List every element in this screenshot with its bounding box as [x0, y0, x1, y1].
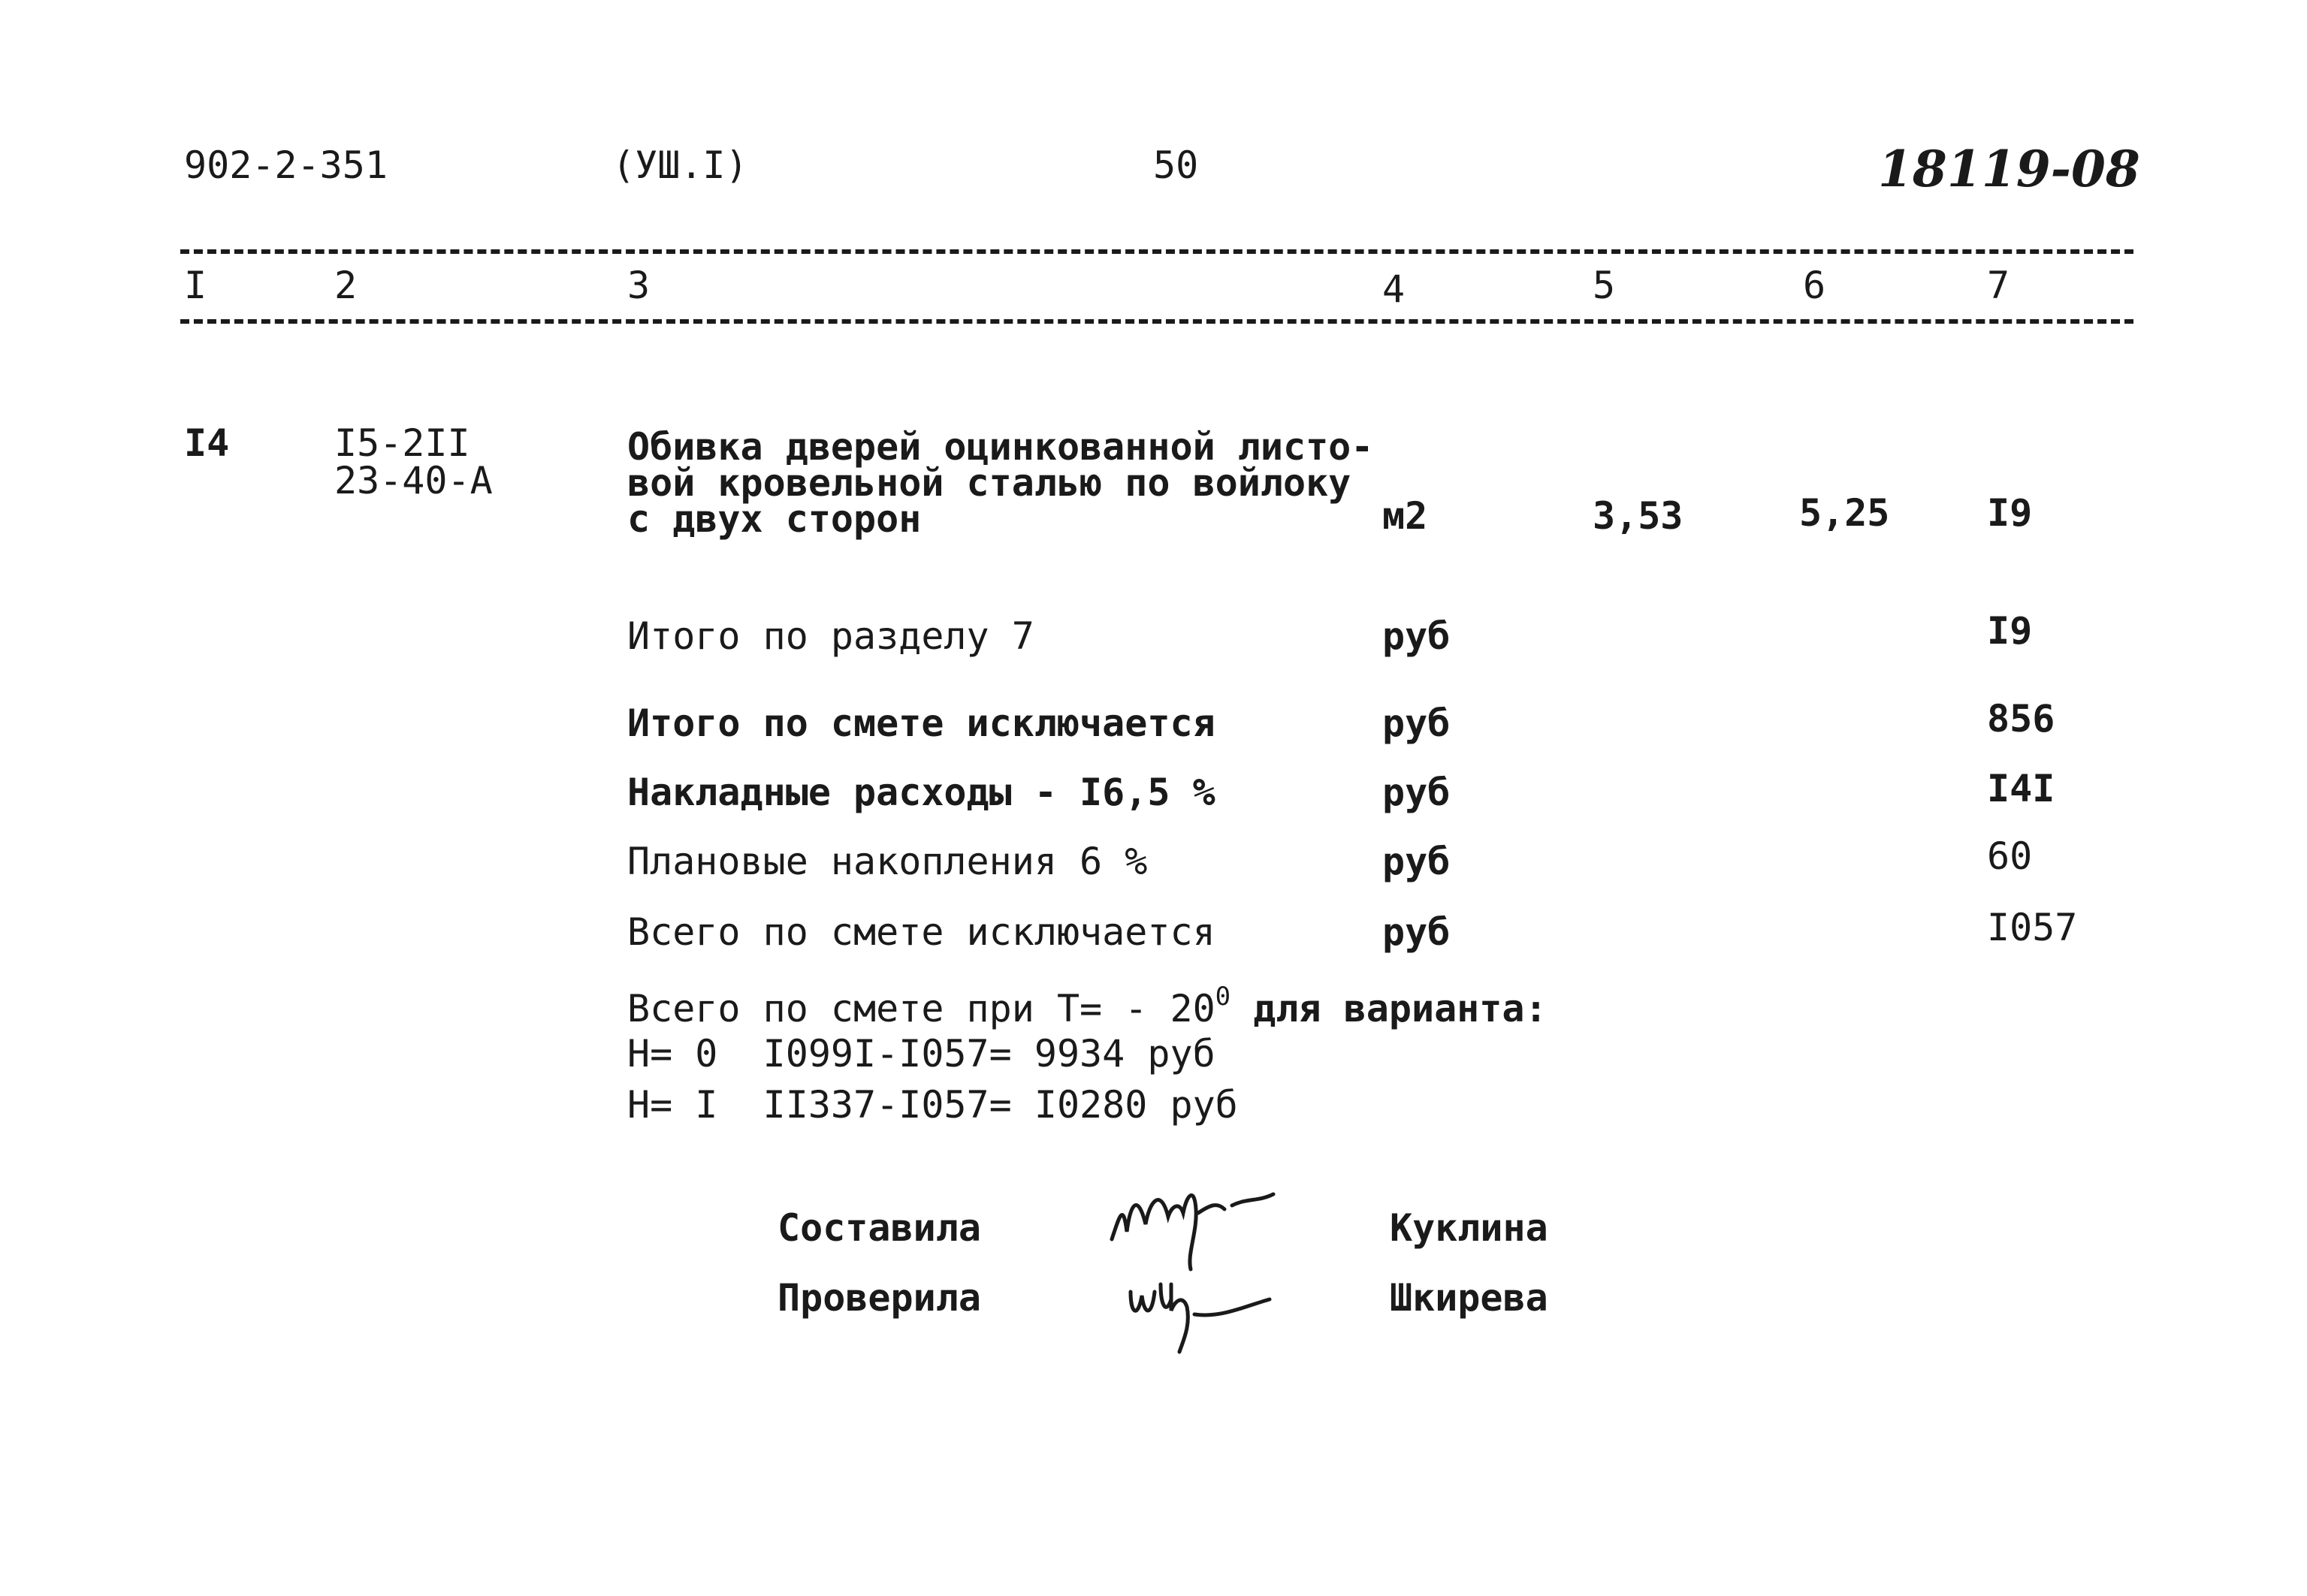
column-header-6: 6 [1803, 264, 1826, 307]
checked-by-name: Шкирева [1390, 1276, 1548, 1320]
row-unit: м2 [1382, 494, 1428, 538]
total-unit-planned-savings: руб [1382, 840, 1451, 883]
doc-code: 902-2-351 [184, 143, 388, 187]
total-label-grand-excluded: Всего по смете исключается [627, 910, 1215, 954]
total-unit-overhead: руб [1382, 771, 1451, 814]
header-bottom-rule [180, 319, 2133, 324]
column-header-7: 7 [1987, 264, 2010, 307]
row-code-line2: 23-40-А [334, 459, 493, 502]
row-description-line3: с двух сторон [627, 497, 922, 541]
column-header-2: 2 [334, 264, 358, 307]
compiled-by-name: Куклина [1390, 1206, 1548, 1250]
total-value-estimate-excluded: 856 [1987, 697, 2055, 741]
row-description-line1: Обивка дверей оцинкованной листо- [627, 425, 1374, 469]
total-value-grand-excluded: I057 [1987, 906, 2078, 949]
header-top-rule [180, 249, 2133, 254]
row-col5: 3,53 [1593, 494, 1683, 538]
row-col6: 5,25 [1799, 491, 1890, 535]
checked-by-label: Проверила [778, 1276, 981, 1320]
page-number: 50 [1153, 143, 1199, 187]
row-col7: I9 [1987, 491, 2033, 535]
column-header-4: 4 [1382, 267, 1406, 311]
total-value-planned-savings: 60 [1987, 834, 2033, 878]
total-label-estimate-excluded: Итого по смете исключается [627, 701, 1215, 745]
variant-line-h0: Н= 0 I099I-I057= 9934 руб [627, 1032, 1215, 1076]
total-value-overhead: I4I [1987, 767, 2055, 810]
compiled-by-label: Составила [778, 1206, 981, 1250]
variant-heading-degree: 0 [1215, 982, 1231, 1012]
column-header-1: I [184, 264, 207, 307]
column-header-3: 3 [627, 264, 651, 307]
variant-heading [627, 982, 1548, 1030]
row-description-line2: вой кровельной сталью по войлоку [627, 461, 1351, 505]
section-code: (УШ.I) [612, 143, 748, 187]
variant-heading-suffix: для варианта: [1231, 987, 1548, 1030]
variant-heading-text: Всего по смете при Т= - 20 [627, 987, 1215, 1030]
total-value-section7: I9 [1987, 609, 2033, 653]
total-label-section7: Итого по разделу 7 [627, 614, 1034, 658]
total-unit-section7: руб [1382, 614, 1451, 658]
handwritten-number: 18119-08 [1878, 140, 2140, 198]
total-unit-grand-excluded: руб [1382, 910, 1451, 954]
row-code-line1: I5-2II [334, 421, 470, 465]
column-header-5: 5 [1593, 264, 1616, 307]
variant-line-h1: Н= I II337-I057= I0280 руб [627, 1083, 1238, 1127]
row-number: I4 [184, 421, 230, 465]
checked-signature [1123, 1254, 1273, 1359]
total-unit-estimate-excluded: руб [1382, 701, 1451, 745]
total-label-planned-savings: Плановые накопления 6 % [627, 840, 1148, 883]
total-label-overhead: Накладные расходы - I6,5 % [627, 771, 1215, 814]
